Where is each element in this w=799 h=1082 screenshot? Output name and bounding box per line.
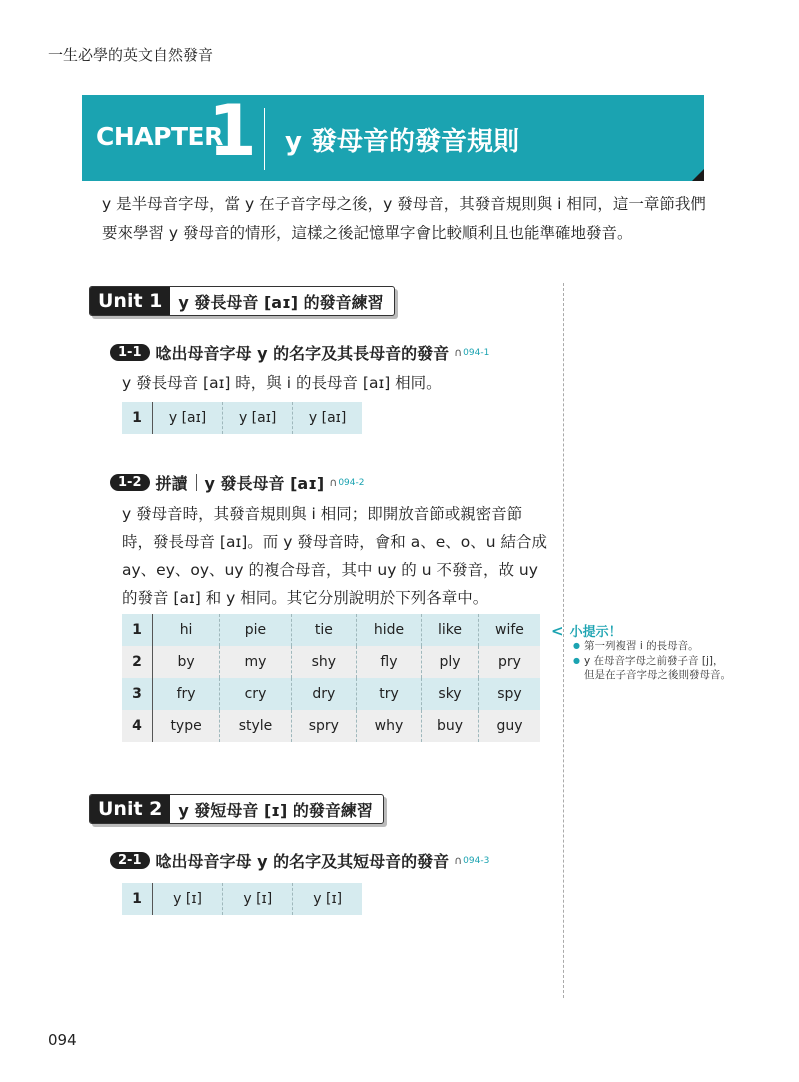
word-cell: buy bbox=[422, 710, 479, 742]
word-cell: tie bbox=[291, 614, 356, 646]
word-cell: like bbox=[422, 614, 479, 646]
word-cell: wife bbox=[495, 622, 524, 638]
table-cell: y [aɪ] bbox=[308, 410, 347, 426]
tip-list bbox=[573, 639, 733, 683]
table-row bbox=[122, 678, 540, 710]
word-cell: fry bbox=[153, 678, 220, 710]
audio-track-number: 094-2 bbox=[338, 477, 365, 488]
title-separator bbox=[196, 474, 197, 491]
word-cell: why bbox=[356, 710, 421, 742]
table-row bbox=[122, 710, 540, 742]
chevron-left-icon: < bbox=[551, 622, 564, 640]
word-list-table bbox=[122, 614, 540, 742]
audio-track[interactable] bbox=[454, 854, 489, 867]
word-cell: fly bbox=[356, 646, 421, 678]
table-cell: y [ɪ] bbox=[223, 883, 293, 915]
word-cell: ply bbox=[422, 646, 479, 678]
headphones-icon: ∩ bbox=[454, 854, 463, 867]
lesson-title: 唸出母音字母 y 的名字及其長母音的發音 bbox=[155, 344, 450, 363]
tip-item: ● y 在母音字母之前發子音 [j]，但是在子音字母之後則發母音。 bbox=[573, 654, 733, 683]
tip-heading bbox=[551, 621, 622, 640]
lesson-title: 拼讀 bbox=[155, 474, 188, 493]
word-cell: spry bbox=[291, 710, 356, 742]
word-cell: guy bbox=[496, 718, 523, 734]
lesson-badge: 1-1 bbox=[110, 344, 150, 361]
chapter-intro bbox=[102, 190, 712, 248]
unit-label: Unit 1 bbox=[90, 287, 170, 315]
lesson-subtitle: y 發長母音 [aɪ] bbox=[204, 474, 325, 493]
audio-track-number: 094-1 bbox=[463, 347, 490, 358]
row-index: 4 bbox=[122, 710, 153, 742]
intro-line: y 是半母音字母，當 y 在子音字母之後，y 發母音，其發音規則與 i 相同，這一章節我們 bbox=[102, 195, 706, 213]
paragraph-line: 的發音 [aɪ] 和 y 相同。其它分別說明於下列各章中。 bbox=[122, 589, 489, 607]
word-cell: hide bbox=[356, 614, 421, 646]
page-number: 094 bbox=[48, 1031, 77, 1049]
audio-track-number: 094-3 bbox=[463, 855, 490, 866]
table-cell: y [ɪ] bbox=[313, 891, 343, 907]
word-cell: pie bbox=[220, 614, 292, 646]
row-index: 1 bbox=[122, 883, 153, 915]
unit-1-heading bbox=[89, 286, 395, 316]
lesson-title: 唸出母音字母 y 的名字及其短母音的發音 bbox=[155, 852, 450, 871]
table-cell: y [ɪ] bbox=[153, 883, 223, 915]
practice-table-1-1 bbox=[122, 402, 362, 434]
word-cell: sky bbox=[422, 678, 479, 710]
lesson-1-1-heading bbox=[110, 341, 489, 364]
row-index: 1 bbox=[122, 402, 153, 434]
paragraph-line: 時，發長母音 [aɪ]。而 y 發母音時，會和 a、e、o、u 結合成 bbox=[122, 533, 548, 551]
chapter-title: y 發母音的發音規則 bbox=[285, 127, 520, 157]
lesson-paragraph bbox=[122, 500, 552, 612]
table-row bbox=[122, 402, 362, 434]
running-header: 一生必學的英文自然發音 bbox=[48, 46, 214, 64]
word-cell: my bbox=[220, 646, 292, 678]
table-cell: y [aɪ] bbox=[223, 402, 293, 434]
word-cell: shy bbox=[291, 646, 356, 678]
word-cell: cry bbox=[220, 678, 292, 710]
intro-line: 要來學習 y 發母音的情形，這樣之後記憶單字會比較順利且也能準確地發音。 bbox=[102, 224, 633, 242]
lesson-badge: 1-2 bbox=[110, 474, 150, 491]
paragraph-line: y 發母音時，其發音規則與 i 相同；即開放音節或親密音節 bbox=[122, 505, 523, 523]
unit-title: y 發短母音 [ɪ] 的發音練習 bbox=[178, 800, 373, 820]
chapter-divider bbox=[264, 108, 265, 170]
row-index: 3 bbox=[122, 678, 153, 710]
lesson-2-1-heading bbox=[110, 849, 489, 872]
margin-divider bbox=[563, 283, 564, 998]
lesson-badge: 2-1 bbox=[110, 852, 150, 869]
headphones-icon: ∩ bbox=[329, 476, 338, 489]
word-cell: try bbox=[356, 678, 421, 710]
row-index: 1 bbox=[122, 614, 153, 646]
tip-item: ● 第一列複習 i 的長母音。 bbox=[573, 639, 733, 654]
tip-title: 小提示！ bbox=[569, 625, 622, 640]
table-row bbox=[122, 614, 540, 646]
unit-2-heading bbox=[89, 794, 384, 824]
word-cell: type bbox=[153, 710, 220, 742]
paragraph-line: ay、ey、oy、uy 的複合母音，其中 uy 的 u 不發音，故 uy bbox=[122, 561, 538, 579]
word-cell: pry bbox=[498, 654, 521, 670]
word-cell: hi bbox=[153, 614, 220, 646]
row-index: 2 bbox=[122, 646, 153, 678]
table-row bbox=[122, 646, 540, 678]
word-cell: style bbox=[220, 710, 292, 742]
word-cell: spy bbox=[497, 686, 522, 702]
audio-track[interactable] bbox=[454, 346, 489, 359]
practice-table-2-1 bbox=[122, 883, 362, 915]
unit-label: Unit 2 bbox=[90, 795, 170, 823]
audio-track[interactable] bbox=[329, 476, 364, 489]
word-cell: dry bbox=[291, 678, 356, 710]
chapter-number: 1 bbox=[208, 90, 257, 172]
lesson-1-2-heading bbox=[110, 471, 364, 494]
table-cell: y [aɪ] bbox=[153, 402, 223, 434]
chapter-word: CHAPTER bbox=[96, 122, 223, 151]
unit-title: y 發長母音 [aɪ] 的發音練習 bbox=[178, 292, 384, 312]
table-row bbox=[122, 883, 362, 915]
lesson-text: y 發長母音 [aɪ] 時，與 i 的長母音 [aɪ] 相同。 bbox=[122, 374, 442, 392]
word-cell: by bbox=[153, 646, 220, 678]
headphones-icon: ∩ bbox=[454, 346, 463, 359]
